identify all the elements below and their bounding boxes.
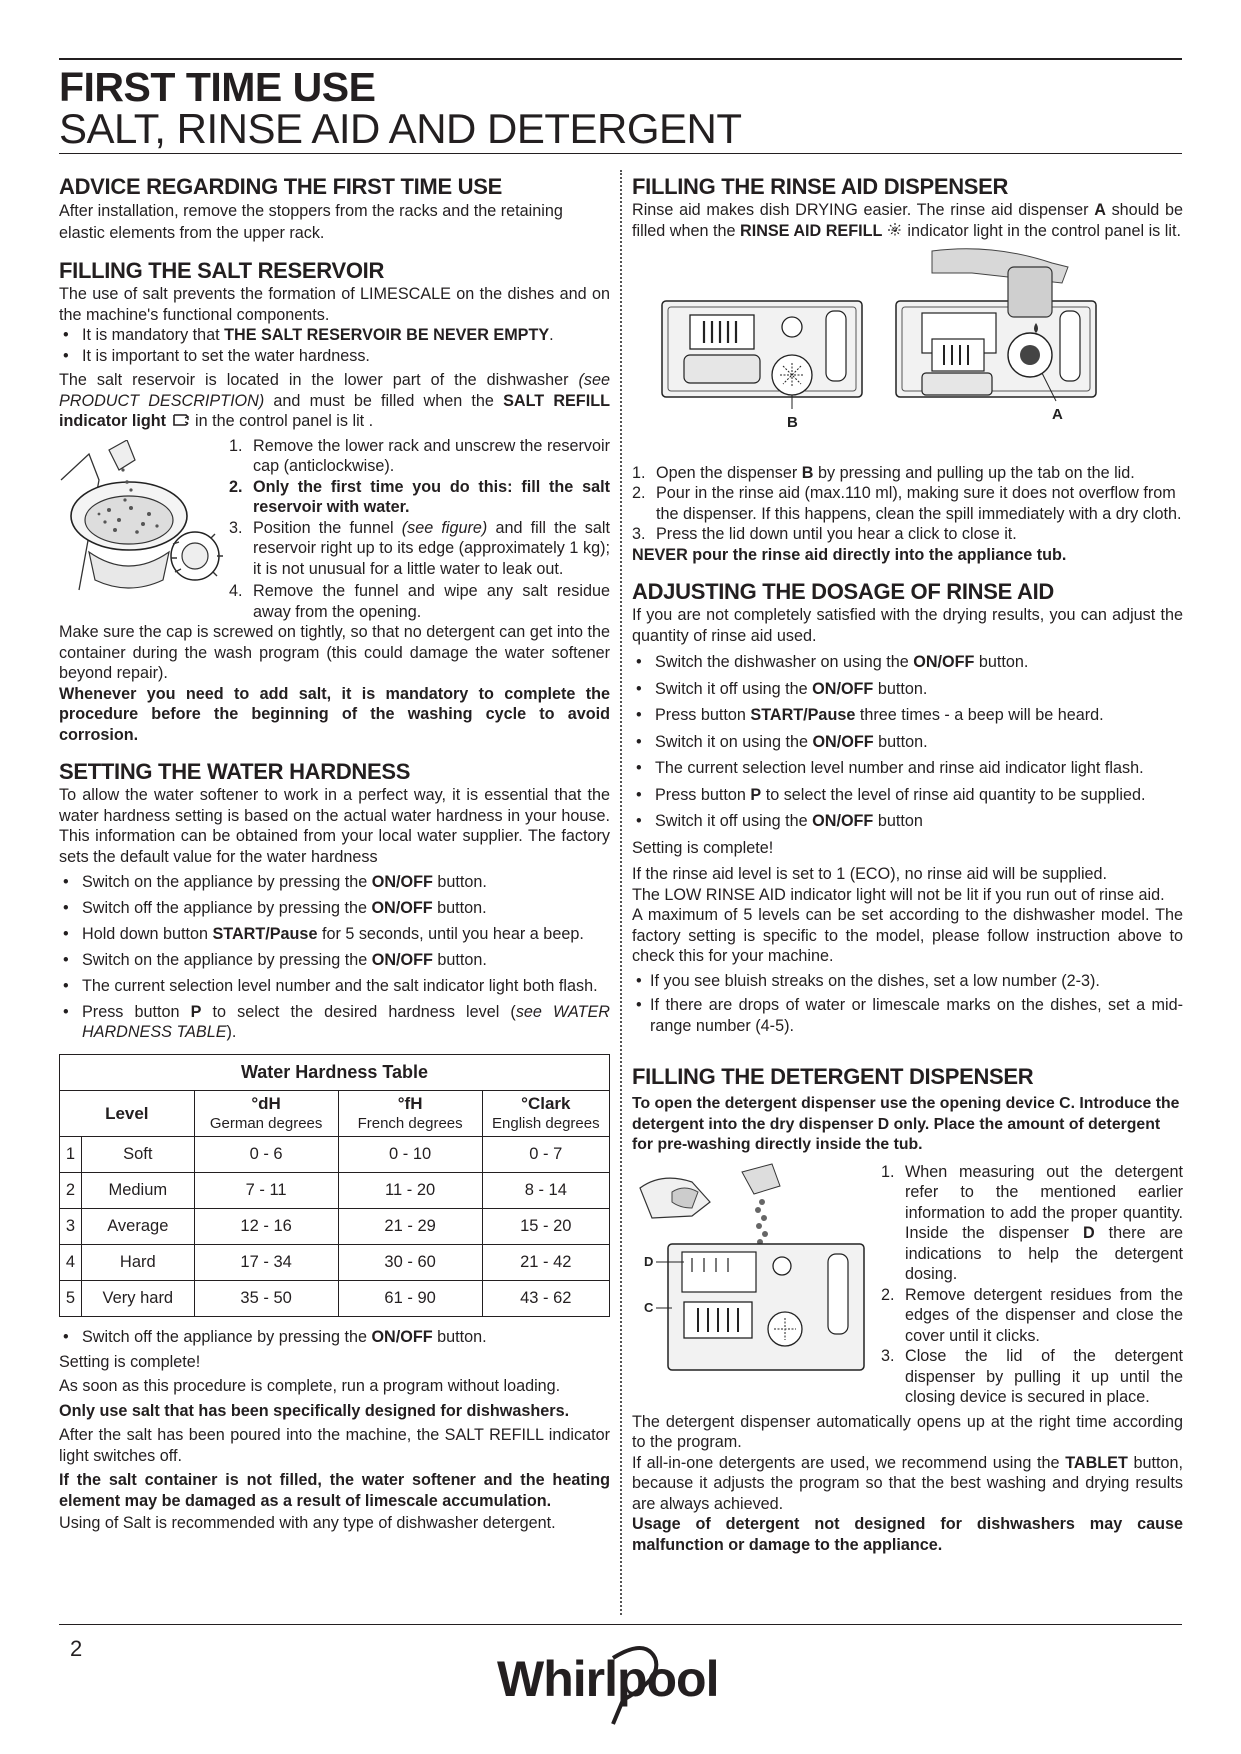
rinse-intro-a: A [1094, 201, 1106, 219]
dosage-tip-2: • If there are drops of water or limescale marks on the dishes, set a mid-range number (4-5). [632, 995, 1183, 1036]
dosage-complete: Setting is complete! [632, 838, 774, 857]
detergent-step-3 [881, 1346, 1183, 1408]
hardness-step-6 [59, 1002, 610, 1042]
table-header-clark-sub: English degrees [492, 1115, 600, 1132]
table-cell-fh: 30 - 60 [338, 1245, 482, 1281]
title-rule [59, 153, 1182, 154]
salt-cap-note: Make sure the cap is screwed on tightly, so that no detergent can get into the container during the wash program (this could damage the water softener beyond repair). [59, 623, 610, 682]
hardness-step-4-text: Switch on the appliance by pressing the [82, 951, 372, 969]
table-cell-level: Average [82, 1209, 195, 1245]
table-header-fh-sub: French degrees [357, 1115, 463, 1132]
detergent-dispenser-figure [632, 1162, 875, 1380]
rinse-step-3-text: Press the lid down until you hear a click to close it. [656, 525, 1017, 543]
detergent-tablet [632, 1453, 1183, 1515]
salt-refill-label: SALT REFILL indicator light [59, 391, 610, 430]
hardness-run: As soon as this procedure is complete, run a program without loading. [59, 1377, 561, 1395]
salt-step-4-num: 4. [229, 582, 243, 600]
table-cell-level: Soft [82, 1137, 195, 1173]
salt-bullet-1-end: . [549, 326, 554, 344]
salt-step-1-num: 1. [229, 436, 243, 455]
table-header-level: Level [60, 1091, 195, 1137]
table-row [60, 1209, 610, 1245]
hardness-after-salt: After the salt has been poured into the machine, the SALT REFILL indicator light switches off. [59, 1426, 610, 1465]
hardness-step-2-bold: ON/OFF [371, 899, 433, 917]
table-cell-dh: 12 - 16 [194, 1209, 338, 1245]
brand-name: Whirlpool [497, 1651, 719, 1707]
hardness-steps [59, 872, 610, 1042]
table-cell-clark: 21 - 42 [482, 1245, 609, 1281]
detergent-step-2 [881, 1285, 1183, 1347]
table-title: Water Hardness Table [60, 1055, 610, 1091]
hardness-step-4 [59, 950, 610, 970]
left-column [59, 174, 610, 1534]
detergent-intro: To open the detergent dispenser use the opening device C. Introduce the detergent into the dry dispenser D only. Place the amount of detergent for pre-washing directly inside the tub. [632, 1095, 1180, 1153]
detergent-tablet-bold: TABLET [1065, 1453, 1128, 1472]
table-header-dh-label: °dH [251, 1094, 281, 1113]
salt-bullet-1-bold: THE SALT RESERVOIR BE NEVER EMPTY [224, 326, 550, 344]
hardness-heading: SETTING THE WATER HARDNESS [59, 759, 411, 784]
dosage-step-7 [632, 811, 1183, 832]
table-cell-fh: 11 - 20 [338, 1173, 482, 1209]
salt-bullets [59, 325, 610, 366]
hardness-step-3 [59, 924, 610, 944]
detergent-label-d: D [644, 1253, 654, 1269]
table-cell-dh: 17 - 34 [194, 1245, 338, 1281]
hardness-step-3-end: for 5 seconds, until you hear a beep. [317, 925, 584, 943]
dosage-step-4-bold: ON/OFF [812, 732, 874, 751]
salt-steps [225, 436, 610, 623]
dosage-step-3-text: Press button [655, 706, 751, 724]
hardness-step-6-end: ). [226, 1023, 237, 1041]
advice-heading: ADVICE REGARDING THE FIRST TIME USE [59, 174, 502, 199]
table-cell-dh: 7 - 11 [194, 1173, 338, 1209]
rinse-steps [632, 463, 1183, 545]
detergent-tablet-end: button, because it adjusts the program so that the best washing and drying results are always achieved. [632, 1453, 1183, 1513]
salt-location [59, 370, 610, 432]
detergent-tablet-text: If all-in-one detergents are used, we recommend using the [632, 1453, 1066, 1472]
table-cell-dh: 0 - 6 [194, 1137, 338, 1173]
page-title: FIRST TIME USE [59, 64, 376, 110]
detergent-steps [875, 1162, 1183, 1408]
table-cell-num: 1 [60, 1137, 82, 1173]
hardness-step-1-text: Switch on the appliance by pressing the [82, 873, 372, 891]
rinse-intro-mid: should be filled when the [632, 201, 1183, 240]
dosage-step-6 [632, 785, 1183, 806]
water-hardness-table [59, 1054, 610, 1317]
table-row [60, 1173, 610, 1209]
table-cell-fh: 0 - 10 [338, 1137, 482, 1173]
table-header-clark [482, 1091, 609, 1137]
dosage-intro: If you are not completely satisfied with the drying results, you can adjust the quantity of rinse aid used. [632, 606, 1183, 645]
rinse-intro-text: Rinse aid makes dish DRYING easier. The rinse aid dispenser [632, 201, 1095, 219]
dosage-step-7-end: button [873, 812, 923, 830]
dosage-steps [632, 652, 1183, 832]
table-cell-num: 3 [60, 1209, 82, 1245]
dosage-low: The LOW RINSE AID indicator light will not be lit if you run out of rinse aid. [632, 885, 1165, 904]
salt-step-1-text: Remove the lower rack and unscrew the reservoir cap (anticlockwise). [253, 436, 610, 475]
rinse-aid-icon [887, 222, 903, 238]
dosage-step-1-bold: ON/OFF [913, 653, 975, 671]
salt-step-3-num: 3. [229, 518, 243, 537]
dosage-step-1-text: Switch the dishwasher on using the [655, 653, 914, 671]
dosage-step-6-end: to select the level of rinse aid quantity to be supplied. [761, 785, 1146, 804]
hardness-step-6-text: Press button [82, 1003, 191, 1021]
detergent-step-1 [881, 1162, 1183, 1285]
rinse-never: NEVER pour the rinse aid directly into the appliance tub. [632, 545, 1067, 564]
salt-location-ref: (see PRODUCT DESCRIPTION) [59, 371, 610, 410]
table-cell-level: Medium [82, 1173, 195, 1209]
advice-text: After installation, remove the stoppers from the racks and the retaining elastic elements from the upper rack. [59, 202, 563, 242]
table-cell-num: 5 [60, 1281, 82, 1317]
dosage-step-3 [632, 705, 1183, 726]
rinse-step-3-num: 3. [632, 525, 646, 543]
right-column [632, 174, 1183, 1555]
rinse-step-2 [632, 483, 1183, 524]
table-cell-num: 4 [60, 1245, 82, 1281]
hardness-step-6-bold: P [190, 1003, 202, 1021]
salt-step-2-text: Only the first time you do this: fill the salt reservoir with water. [253, 477, 610, 516]
detergent-step-2-text: Remove detergent residues from the edges of the dispenser and close the cover until it clicks. [905, 1285, 1183, 1345]
rinse-step-1-text: Open the dispenser [656, 463, 802, 482]
column-divider [620, 170, 622, 1615]
detergent-step-3-text: Close the lid of the detergent dispenser by pulling it up until the closing device is secured in place. [905, 1347, 1183, 1406]
rinse-step-1 [632, 463, 1183, 484]
salt-figure-row [59, 436, 610, 623]
salt-step-2-num: 2. [229, 477, 243, 496]
rinse-intro [632, 200, 1183, 241]
hardness-step-7-bold: ON/OFF [371, 1328, 433, 1346]
hardness-step-2-end: button. [432, 899, 487, 917]
hardness-step-4-end: button. [432, 951, 487, 969]
table-header-dh-sub: German degrees [209, 1115, 323, 1132]
table-cell-fh: 21 - 29 [338, 1209, 482, 1245]
dosage-step-6-bold: P [750, 785, 762, 804]
salt-warning: Whenever you need to add salt, it is mandatory to complete the procedure before the beginning of the washing cycle to avoid corrosion. [59, 684, 610, 744]
rinse-intro-end: indicator light in the control panel is lit. [902, 221, 1181, 240]
hardness-step-7-end: button. [432, 1328, 487, 1346]
hardness-step-3-text: Hold down button [82, 925, 213, 943]
hardness-step-7 [59, 1327, 610, 1348]
rinse-refill-label: RINSE AID REFILL [740, 221, 883, 240]
hardness-step-3-bold: START/Pause [212, 925, 318, 943]
detergent-step-2-num: 2. [881, 1285, 895, 1304]
dosage-step-6-text: Press button [655, 785, 751, 804]
dosage-step-4 [632, 732, 1183, 753]
dosage-tips [632, 971, 1183, 1037]
dosage-eco: If the rinse aid level is set to 1 (ECO), no rinse aid will be supplied. [632, 865, 1108, 883]
detergent-step-3-num: 3. [881, 1347, 895, 1365]
dosage-step-1-end: button. [974, 653, 1029, 671]
rinse-label-b: B [787, 414, 798, 431]
hardness-step-1-end: button. [432, 873, 487, 891]
hardness-step-2 [59, 898, 610, 918]
rinse-heading: FILLING THE RINSE AID DISPENSER [632, 174, 1009, 199]
dosage-step-1 [632, 652, 1183, 673]
detergent-step-1-bold: D [1082, 1224, 1095, 1242]
salt-step-4-text: Remove the funnel and wipe any salt residue away from the opening. [253, 582, 610, 621]
dosage-step-2-bold: ON/OFF [812, 679, 874, 698]
table-header-fh-label: °fH [397, 1094, 423, 1113]
dosage-tip-1: • If you see bluish streaks on the dishes, set a low number (2-3). [632, 971, 1183, 992]
dosage-max: A maximum of 5 levels can be set according to the dishwasher model. The factory setting is specific to the model, please follow instruction above to check this for your machine. [632, 906, 1183, 965]
dosage-step-2-text: Switch it off using the [655, 679, 813, 698]
salt-bullet-1 [59, 325, 610, 346]
salt-location-mid: and must be filled when the [264, 391, 504, 410]
rinse-step-2-text: Pour in the rinse aid (max.110 ml), making sure it does not overflow from the dispenser. If this happens, clean the spill immediately with a dry cloth. [656, 484, 1182, 523]
rinse-step-1-end: by pressing and pulling up the tab on the lid. [813, 463, 1135, 482]
table-cell-fh: 61 - 90 [338, 1281, 482, 1317]
salt-funnel-figure [59, 440, 225, 600]
salt-step-3-ref: (see figure) [401, 518, 488, 537]
hardness-only-salt: Only use salt that has been specifically designed for dishwashers. [59, 1401, 570, 1420]
table-cell-clark: 0 - 7 [482, 1137, 609, 1173]
salt-step-1 [229, 436, 610, 477]
detergent-usage-warning: Usage of detergent not designed for dishwashers may cause malfunction or damage to the appliance. [632, 1515, 1183, 1554]
hardness-intro: To allow the water softener to work in a perfect way, it is essential that the water hardness setting is based on the actual water hardness in your house. This information can be obtained from your local water supplier. The factory sets the default value for the water hardness [59, 786, 610, 866]
hardness-step-7-text: Switch off the appliance by pressing the [82, 1328, 372, 1346]
detergent-figure-row [632, 1162, 1183, 1408]
salt-intro: The use of salt prevents the formation of LIMESCALE on the dishes and on the machine's functional components. [59, 285, 610, 324]
table-header-fh [338, 1091, 482, 1137]
rinse-step-3 [632, 524, 1183, 545]
hardness-complete: Setting is complete! [59, 1352, 201, 1371]
hardness-step-4-bold: ON/OFF [371, 951, 433, 969]
dosage-step-4-text: Switch it on using the [655, 732, 813, 751]
salt-heading: FILLING THE SALT RESERVOIR [59, 258, 385, 283]
table-row [60, 1137, 610, 1173]
salt-location-end: in the control panel is lit . [190, 412, 374, 430]
table-cell-level: Hard [82, 1245, 195, 1281]
salt-step-3-text: Position the funnel [253, 518, 402, 537]
whirlpool-logo [495, 1640, 745, 1728]
dosage-step-2-end: button. [873, 679, 928, 698]
salt-step-3 [229, 518, 610, 580]
page-number: 2 [70, 1636, 83, 1661]
table-header-dh [194, 1091, 338, 1137]
dosage-step-3-bold: START/Pause [750, 706, 856, 724]
table-row [60, 1281, 610, 1317]
hardness-step-6-mid: to select the desired hardness level ( [201, 1003, 516, 1021]
detergent-auto: The detergent dispenser automatically opens up at the right time according to the program. [632, 1412, 1183, 1451]
top-rule [59, 58, 1182, 60]
salt-bullet-1-text: It is mandatory that [82, 326, 225, 344]
dosage-step-2 [632, 679, 1183, 700]
table-cell-clark: 8 - 14 [482, 1173, 609, 1209]
salt-refill-icon [171, 412, 191, 428]
salt-step-3-end: and fill the salt reservoir right up to its edge (approximately 1 kg); it is not unusual for a little water to leak out. [253, 518, 610, 578]
dosage-step-4-end: button. [873, 732, 928, 751]
hardness-not-filled: If the salt container is not filled, the water softener and the heating element may be damaged as a result of limescale accumulation. [59, 1471, 610, 1510]
footer-rule [59, 1624, 1182, 1625]
rinse-label-a: A [1052, 406, 1063, 423]
rinse-aid-dispenser-figure [632, 243, 1183, 453]
detergent-label-c: C [644, 1299, 654, 1315]
dosage-step-7-bold: ON/OFF [812, 812, 874, 830]
dosage-step-7-text: Switch it off using the [655, 812, 813, 830]
rinse-step-1-num: 1. [632, 463, 646, 482]
dosage-heading: ADJUSTING THE DOSAGE OF RINSE AID [632, 579, 1054, 604]
detergent-step-1-end: there are indications to help the detergent dosing. [905, 1224, 1183, 1283]
detergent-heading: FILLING THE DETERGENT DISPENSER [632, 1064, 1034, 1089]
table-header-clark-label: °Clark [521, 1094, 571, 1113]
rinse-step-1-bold: B [801, 463, 814, 482]
hardness-using-salt: Using of Salt is recommended with any type of dishwasher detergent. [59, 1514, 556, 1532]
detergent-step-1-num: 1. [881, 1162, 895, 1181]
salt-step-2 [229, 477, 610, 518]
salt-location-text: The salt reservoir is located in the lower part of the dishwasher [59, 371, 579, 389]
detergent-step-1-text: When measuring out the detergent refer to the mentioned earlier information to add the proper quantity. Inside the dispenser [905, 1162, 1183, 1242]
salt-step-4 [229, 581, 610, 622]
table-cell-clark: 43 - 62 [482, 1281, 609, 1317]
rinse-step-2-num: 2. [632, 484, 646, 502]
table-row [60, 1245, 610, 1281]
dosage-step-5: • The current selection level number and rinse aid indicator light flash. [632, 758, 1183, 779]
dosage-step-3-end: three times - a beep will be heard. [855, 706, 1104, 724]
hardness-step-1 [59, 872, 610, 892]
table-cell-clark: 15 - 20 [482, 1209, 609, 1245]
table-cell-num: 2 [60, 1173, 82, 1209]
hardness-step-5: • The current selection level number and the salt indicator light both flash. [59, 976, 610, 996]
hardness-step-2-text: Switch off the appliance by pressing the [82, 899, 372, 917]
hardness-step-6-ref: see WATER HARDNESS TABLE [82, 1003, 610, 1041]
table-cell-dh: 35 - 50 [194, 1281, 338, 1317]
table-cell-level: Very hard [82, 1281, 195, 1317]
page-subtitle: SALT, RINSE AID AND DETERGENT [59, 105, 742, 152]
salt-bullet-2: • It is important to set the water hardness. [59, 346, 610, 367]
hardness-step-1-bold: ON/OFF [371, 873, 433, 891]
hardness-final-step [59, 1327, 610, 1348]
